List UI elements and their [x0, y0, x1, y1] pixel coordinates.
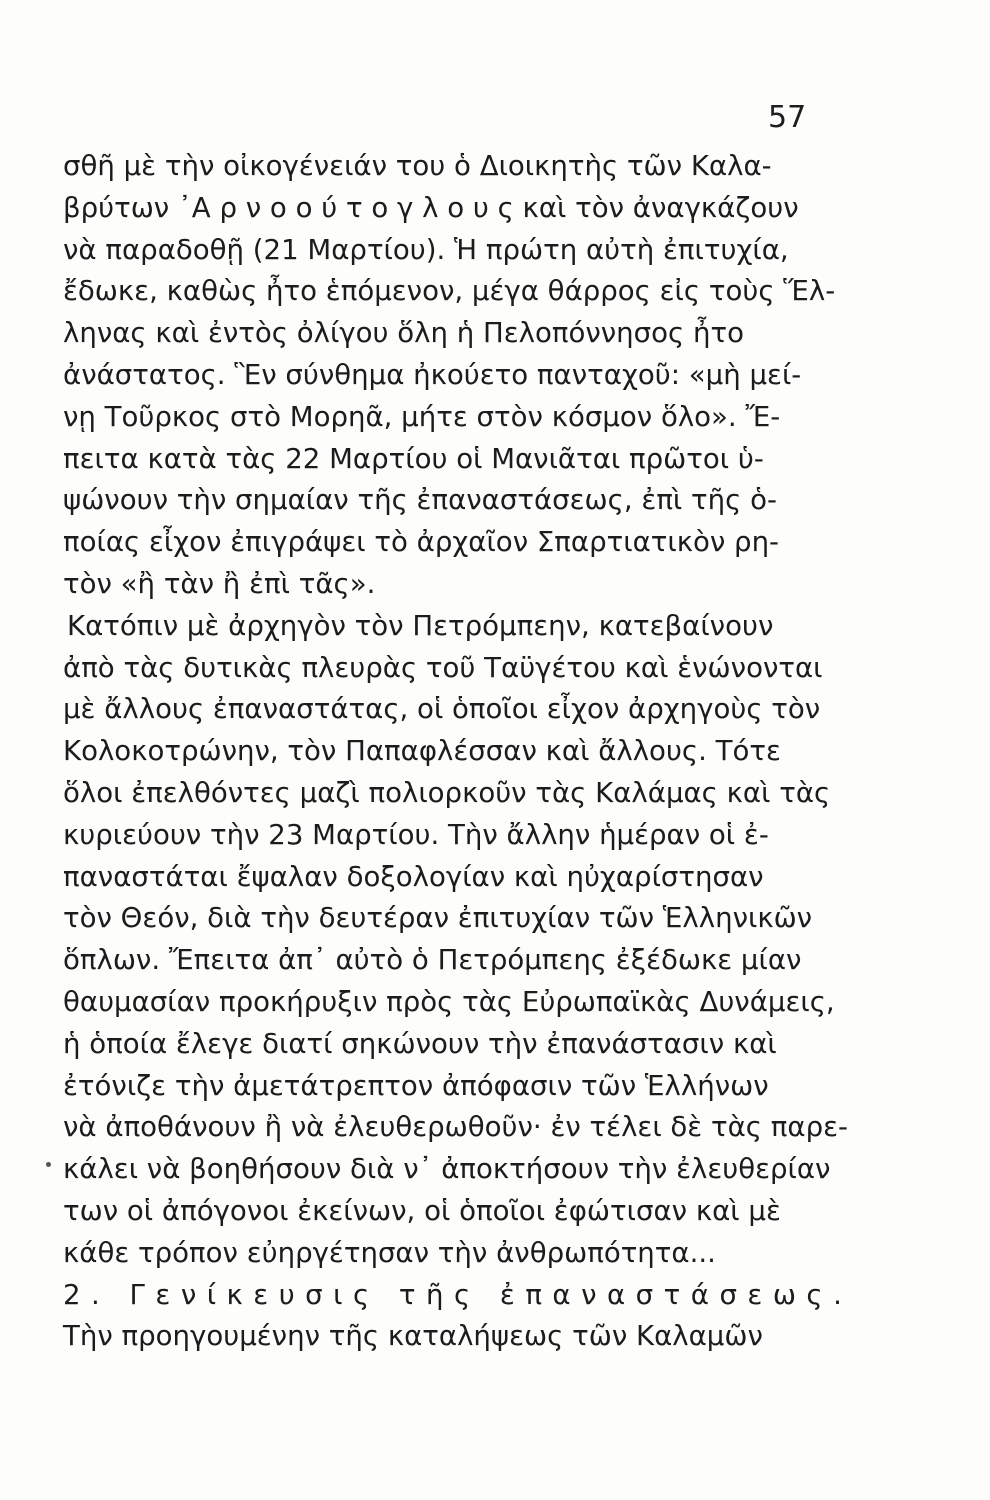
scan-speck	[46, 1162, 51, 1167]
paragraph-start-line: Κατόπιν μὲ ἀρχηγὸν τὸν Πετρόμπεην, κατεβαίνουν	[67, 608, 774, 642]
text-line: Κολοκοτρώνην, τὸν Παπαφλέσσαν καὶ ἄλλους. Τότε	[63, 734, 781, 768]
text-line: θαυμασίαν προκήρυξιν πρὸς τὰς Εὐρωπαϊκὰς Δυνάμεις,	[63, 984, 835, 1018]
text-line: κυριεύουν τὴν 23 Μαρτίου. Τὴν ἄλλην ἡμέραν οἱ ἐ-	[63, 817, 769, 851]
text-line: ἀπὸ τὰς δυτικὰς πλευρὰς τοῦ Ταϋγέτου καὶ ἑνώνονται	[63, 650, 823, 684]
text-line: ἐτόνιζε τὴν ἀμετάτρεπτον ἀπόφασιν τῶν Ἑλλήνων	[63, 1068, 769, 1102]
text-line: νὰ παραδοθῇ (21 Μαρτίου). Ἡ πρώτη αὐτὴ ἐπιτυχία,	[63, 232, 789, 266]
text-line: πειτα κατὰ τὰς 22 Μαρτίου οἱ Μανιᾶται πρῶτοι ὑ-	[63, 441, 764, 475]
text-line: κάλει νὰ βοηθήσουν διὰ ν᾿ ἀποκτήσουν τὴν ἐλευθερίαν	[63, 1152, 831, 1186]
text-line: μὲ ἄλλους ἐπαναστάτας, οἱ ὁποῖοι εἶχον ἀρχηγοὺς τὸν	[63, 692, 821, 726]
text-line: ψώνουν τὴν σημαίαν τῆς ἐπαναστάσεως, ἐπὶ τῆς ὁ-	[63, 483, 777, 517]
text-line: σθῆ μὲ τὴν οἰκογένειάν του ὁ Διοικητὴς τῶν Καλα-	[63, 149, 772, 182]
text-line: ἡ ὁποία ἔλεγε διατί σηκώνουν τὴν ἐπανάστασιν καὶ	[63, 1026, 777, 1060]
text-line: ὅλοι ἐπελθόντες μαζὶ πολιορκοῦν τὰς Καλάμας καὶ τὰς	[63, 775, 831, 809]
text-line: βρύτων ᾿Α ρ ν ο ο ύ τ ο γ λ ο υ ς καὶ τὸν ἀναγκάζουν	[63, 190, 799, 224]
text-line: Τὴν προηγουμένην τῆς καταλήψεως τῶν Καλαμῶν	[63, 1319, 763, 1353]
body-text	[63, 145, 853, 1357]
text-line: ἔδωκε, καθὼς ἦτο ἑπόμενον, μέγα θάρρος εἰς τοὺς Ἕλ-	[63, 274, 836, 308]
text-line: παναστάται ἔψαλαν δοξολογίαν καὶ ηὐχαρίστησαν	[63, 859, 764, 893]
text-line: ἀνάστατος. Ἓν σύνθημα ἠκούετο πανταχοῦ: «μὴ μεί-	[63, 357, 802, 391]
text-line: τὸν «ἢ τὰν ἢ ἐπὶ τᾶς».	[63, 566, 376, 600]
text-line: τὸν Θεόν, διὰ τὴν δευτέραν ἐπιτυχίαν τῶν Ἑλληνικῶν	[63, 901, 813, 935]
text-line: ὅπλων. Ἔπειτα ἀπ᾿ αὐτὸ ὁ Πετρόμπεης ἐξέδωκε μίαν	[63, 943, 802, 977]
text-line: των οἱ ἀπόγονοι ἐκείνων, οἱ ὁποῖοι ἐφώτισαν καὶ μὲ	[63, 1193, 781, 1227]
text-line: νὰ ἀποθάνουν ἢ νὰ ἐλευθερωθοῦν· ἐν τέλει δὲ τὰς παρε-	[63, 1110, 848, 1144]
text-line: νῃ Τοῦρκος στὸ Μορηᾶ, μήτε στὸν κόσμον ὅλο». Ἔ-	[63, 399, 781, 433]
text-line: ληνας καὶ ἐντὸς ὀλίγου ὅλη ἡ Πελοπόννησος ἦτο	[63, 316, 744, 350]
section-heading: 2. Γενίκευσις τῆς ἐπαναστάσεως.	[63, 1277, 853, 1311]
page-number: 57	[768, 100, 807, 135]
text-line: κάθε τρόπον εὐηργέτησαν τὴν ἀνθρωπότητα...	[63, 1235, 716, 1269]
text-line: ποίας εἶχον ἐπιγράψει τὸ ἀρχαῖον Σπαρτιατικὸν ρη-	[63, 525, 780, 559]
